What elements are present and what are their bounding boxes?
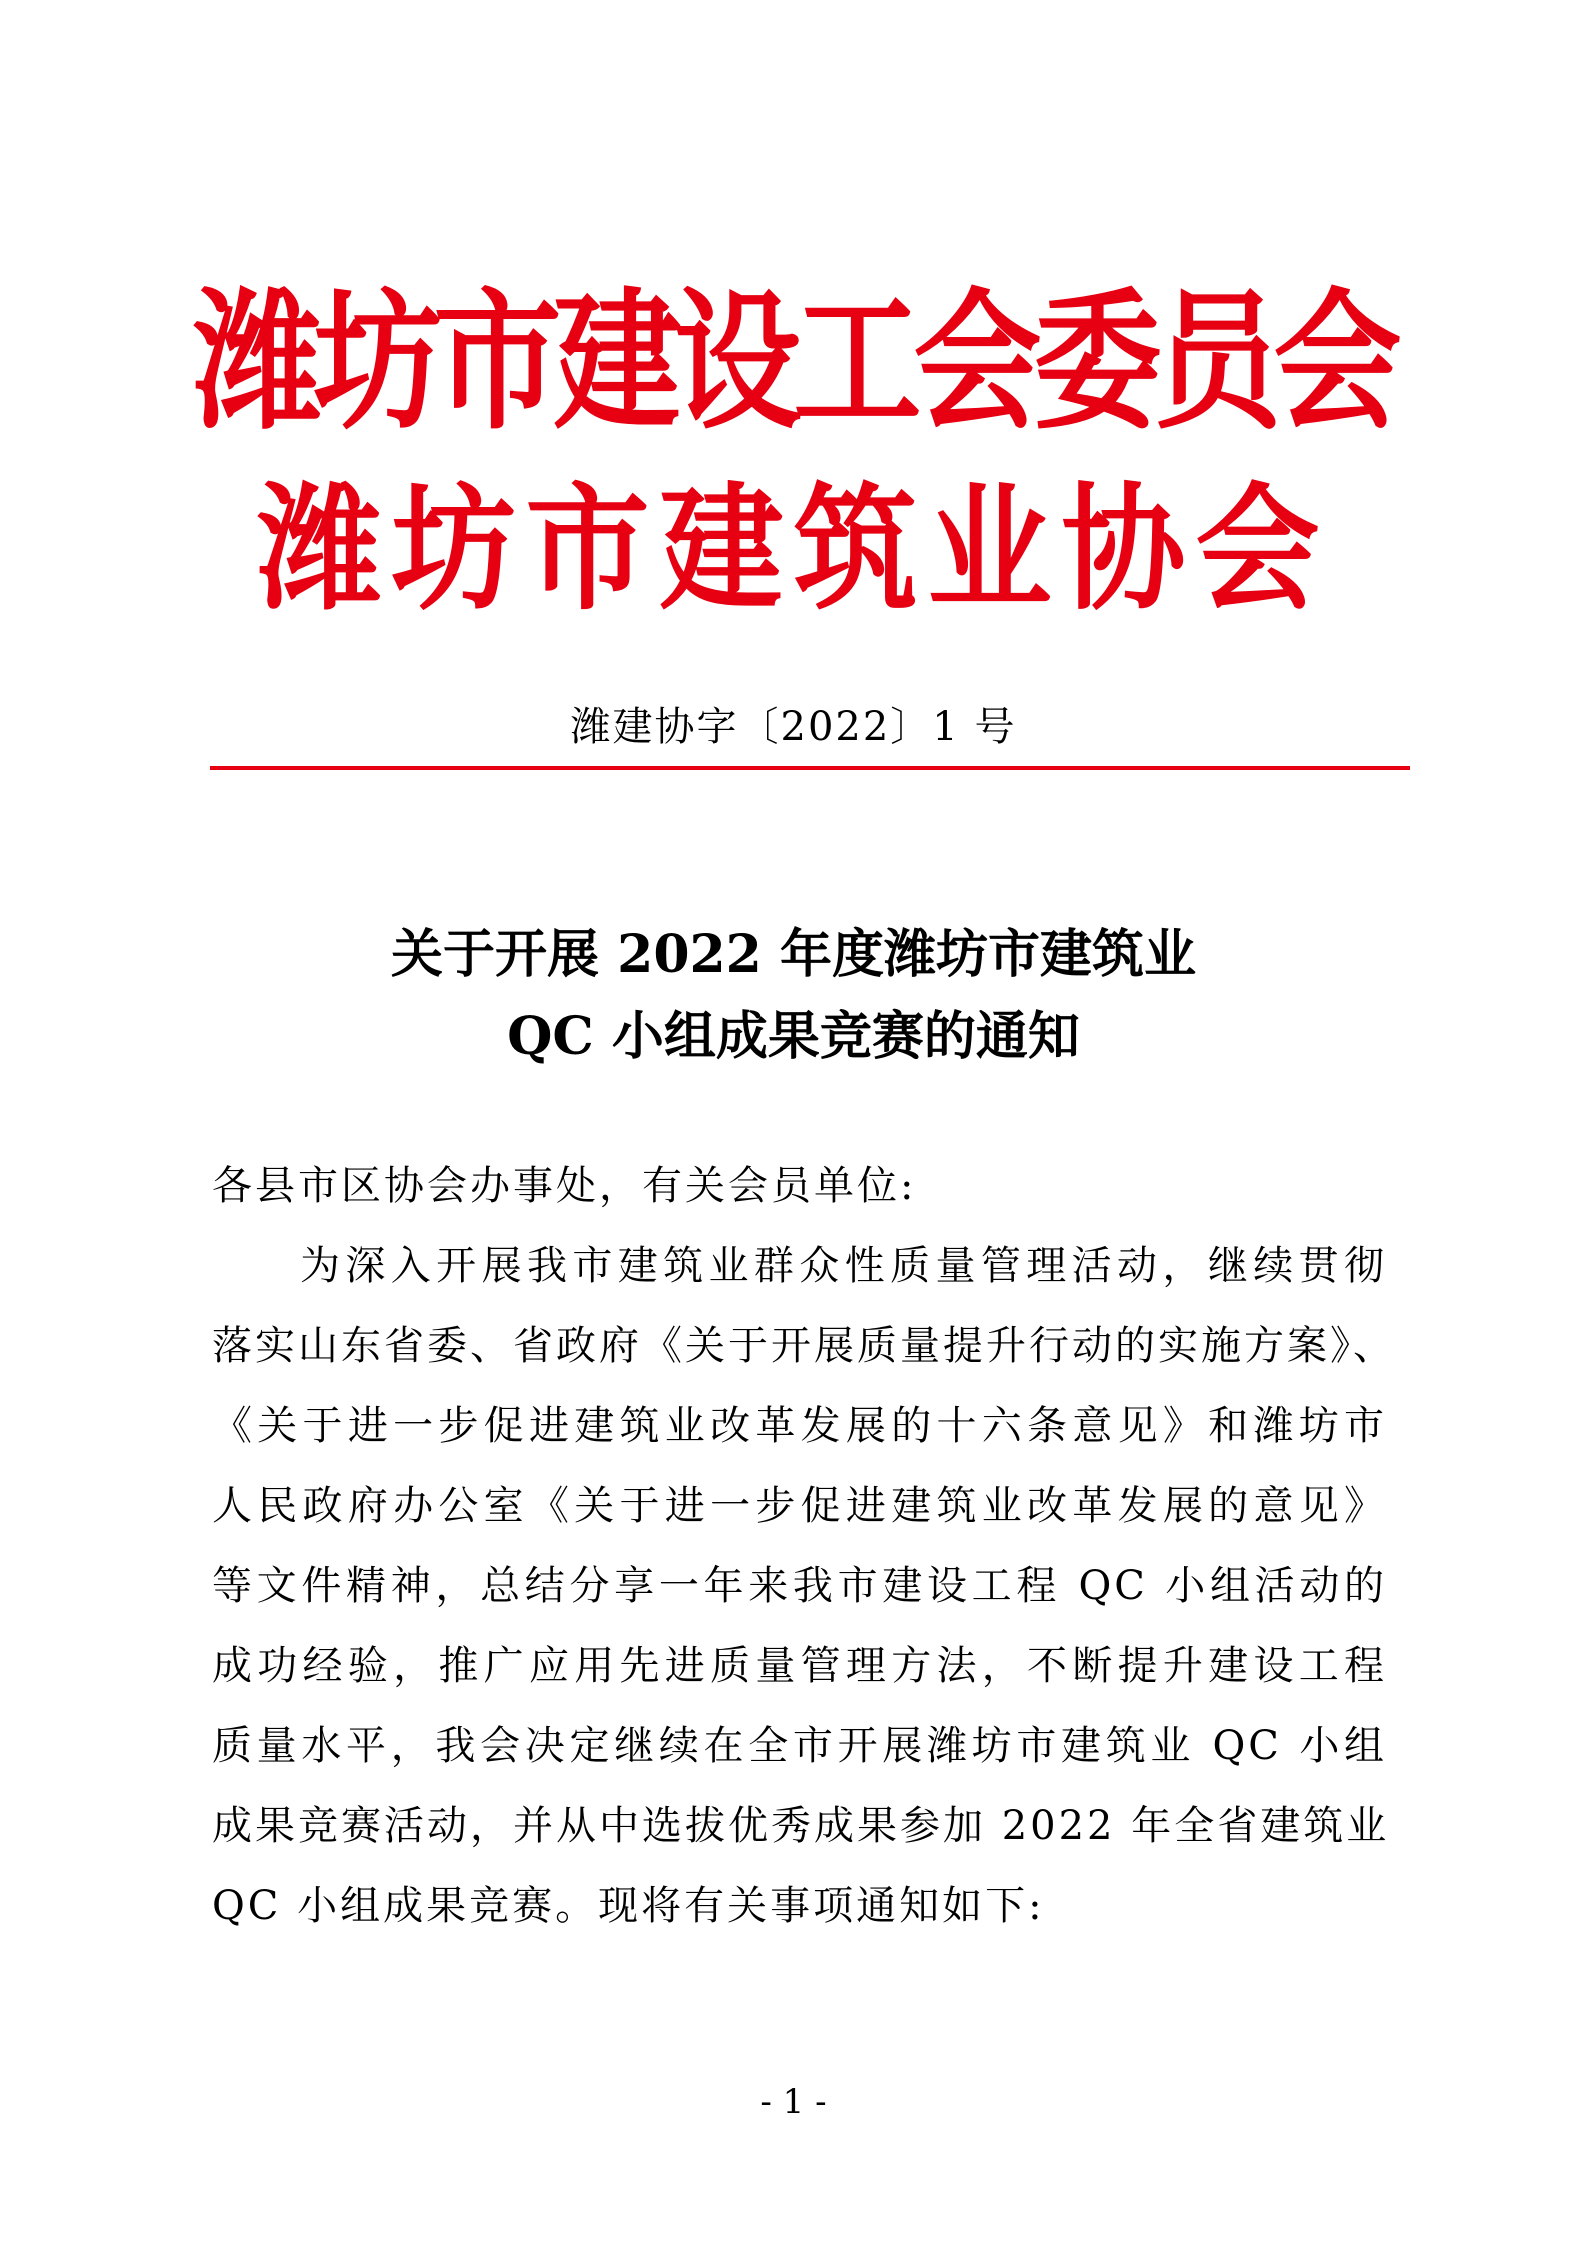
salutation: 各县市区协会办事处，有关会员单位: xyxy=(212,1163,917,1209)
paragraph-line: 人民政府办公室《关于进一步促进建筑业改革发展的意见》 xyxy=(212,1483,1387,1529)
paragraph-line: 落实山东省委、省政府《关于开展质量提升行动的实施方案》、 xyxy=(212,1323,1396,1369)
org-name-construction-association: 潍坊市建筑业协会 xyxy=(257,471,1330,630)
paragraph-line: 等文件精神，总结分享一年来我市建设工程 QC 小组活动的 xyxy=(212,1563,1387,1609)
notice-title-line-1: 关于开展 2022 年度潍坊市建筑业 xyxy=(391,924,1196,985)
document-number: 潍建协字〔2022〕1 号 xyxy=(570,704,1017,750)
paragraph-line: 成果竞赛活动，并从中选拔优秀成果参加 2022 年全省建筑业 xyxy=(212,1803,1390,1849)
notice-title-line-2: QC 小组成果竞赛的通知 xyxy=(507,1006,1080,1067)
org-name-union-committee: 潍坊市建设工会委员会 xyxy=(193,275,1394,451)
red-divider-line xyxy=(210,766,1410,770)
paragraph-line: QC 小组成果竞赛。现将有关事项通知如下: xyxy=(212,1883,1045,1929)
body-paragraph xyxy=(212,1226,1396,1946)
paragraph-line: 质量水平，我会决定继续在全市开展潍坊市建筑业 QC 小组 xyxy=(212,1723,1387,1769)
paragraph-line: 为深入开展我市建筑业群众性质量管理活动，继续贯彻 xyxy=(300,1243,1387,1289)
paragraph-line: 《关于进一步促进建筑业改革发展的十六条意见》和潍坊市 xyxy=(212,1403,1387,1449)
paragraph-line: 成功经验，推广应用先进质量管理方法，不断提升建设工程 xyxy=(212,1643,1387,1689)
page-number: - 1 - xyxy=(760,2082,827,2122)
